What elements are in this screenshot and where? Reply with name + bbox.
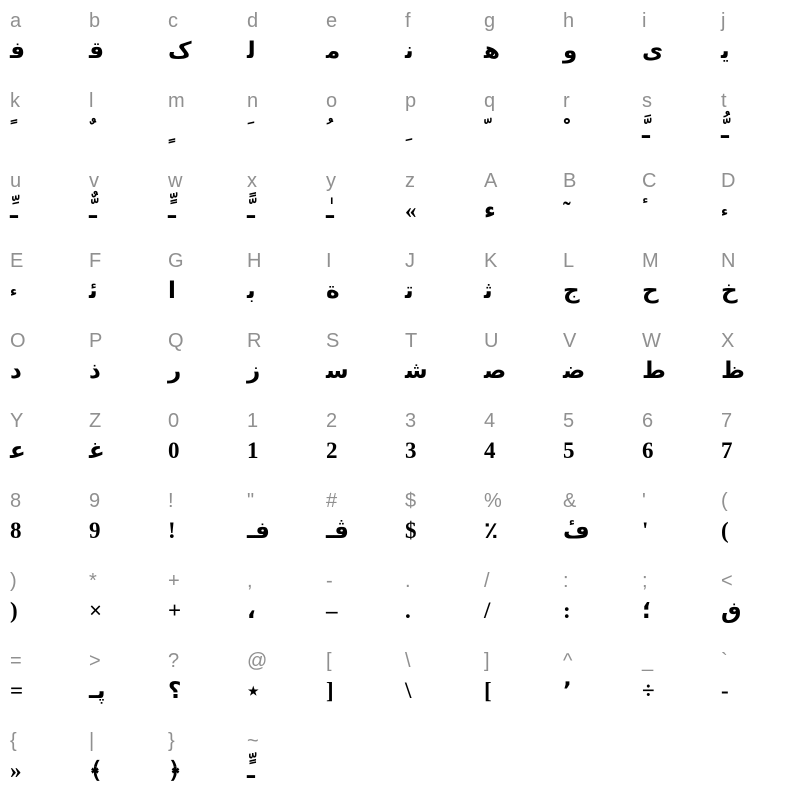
font-glyph: 3: [405, 438, 417, 463]
char-cell-D: [721, 168, 800, 248]
ascii-key-label: :: [563, 570, 569, 592]
font-glyph: ﹺ: [405, 118, 413, 143]
ascii-key-label: J: [405, 250, 415, 272]
char-cell-%: [484, 488, 563, 568]
char-cell-P: [89, 328, 168, 408]
char-cell-$: [405, 488, 484, 568]
ascii-key-label: d: [247, 10, 259, 32]
char-cell-d: [247, 8, 326, 88]
ascii-key-label: 9: [89, 490, 101, 512]
ascii-key-label: $: [405, 490, 417, 512]
char-cell-": [247, 488, 326, 568]
ascii-key-label: o: [326, 90, 338, 112]
font-glyph: ک: [168, 38, 192, 63]
char-cell-f: [405, 8, 484, 88]
char-cell-B: [563, 168, 642, 248]
char-cell-i: [642, 8, 721, 88]
char-cell-s: [642, 88, 721, 168]
ascii-key-label: N: [721, 250, 736, 272]
ascii-key-label: 5: [563, 410, 575, 432]
ascii-key-label: G: [168, 250, 184, 272]
char-cell-6: [642, 408, 721, 488]
font-glyph: ﺻ: [484, 358, 507, 383]
font-glyph: خ: [721, 278, 738, 303]
font-glyph: ﺑ: [247, 278, 256, 303]
char-cell-n: [247, 88, 326, 168]
font-glyph: \: [405, 678, 412, 703]
ascii-key-label: ': [642, 490, 646, 512]
font-glyph: ا: [168, 278, 176, 303]
font-glyph: 2: [326, 438, 338, 463]
char-cell-J: [405, 248, 484, 328]
char-cell-+: [168, 568, 247, 648]
font-glyph: 4: [484, 438, 496, 463]
font-glyph: ى: [642, 38, 664, 63]
ascii-key-label: ^: [563, 650, 573, 672]
ascii-key-label: W: [642, 330, 661, 352]
font-glyph: ط: [642, 358, 666, 383]
font-glyph: ﴾: [89, 758, 103, 783]
font-glyph: ـُّ: [721, 118, 729, 143]
font-glyph: [: [484, 678, 492, 703]
ascii-key-label: L: [563, 250, 575, 272]
font-glyph: =: [10, 678, 24, 703]
char-cell-[: [326, 648, 405, 728]
ascii-key-label: <: [721, 570, 733, 592]
ascii-key-label: B: [563, 170, 577, 192]
ascii-key-label: c: [168, 10, 178, 32]
ascii-key-label: ;: [642, 570, 648, 592]
char-cell-q: [484, 88, 563, 168]
font-glyph: ): [10, 598, 18, 623]
ascii-key-label: u: [10, 170, 22, 192]
char-cell-M: [642, 248, 721, 328]
char-cell-Z: [89, 408, 168, 488]
ascii-key-label: r: [563, 90, 570, 112]
font-glyph: ﺿ: [563, 358, 586, 383]
ascii-key-label: 3: [405, 410, 417, 432]
font-glyph: 6: [642, 438, 654, 463]
char-cell-W: [642, 328, 721, 408]
font-glyph: ٬: [563, 678, 572, 703]
font-glyph: ﹸ: [326, 118, 334, 143]
font-glyph: 7: [721, 438, 733, 463]
ascii-key-label: I: [326, 250, 332, 272]
char-cell-{: [10, 728, 89, 808]
char-cell-}: [168, 728, 247, 808]
font-glyph: ج: [563, 278, 580, 303]
font-glyph: ڧ: [721, 598, 742, 623]
ascii-key-label: !: [168, 490, 174, 512]
font-glyph: ء: [721, 205, 729, 220]
ascii-key-label: ,: [247, 570, 253, 592]
font-glyph: ﻳ: [721, 38, 730, 63]
ascii-key-label: 0: [168, 410, 180, 432]
ascii-key-label: 7: [721, 410, 733, 432]
ascii-key-label: &: [563, 490, 577, 512]
ascii-key-label: w: [168, 170, 183, 192]
ascii-key-label: s: [642, 90, 652, 112]
font-glyph: ×: [89, 598, 103, 623]
font-glyph: ﻟ: [247, 38, 256, 63]
ascii-key-label: f: [405, 10, 411, 32]
char-cell--: [326, 568, 405, 648]
font-glyph: ـَّ: [642, 118, 650, 143]
font-glyph: ،: [247, 598, 256, 623]
font-glyph: »: [10, 758, 22, 783]
ascii-key-label: t: [721, 90, 727, 112]
font-glyph: ﹶ: [247, 118, 255, 143]
char-cell-L: [563, 248, 642, 328]
font-glyph: ﻣ: [326, 38, 341, 63]
char-cell-@: [247, 648, 326, 728]
char-cell-4: [484, 408, 563, 488]
ascii-key-label: /: [484, 570, 490, 592]
char-cell-t: [721, 88, 800, 168]
font-glyph: 5: [563, 438, 575, 463]
char-cell-^: [563, 648, 642, 728]
char-cell-b: [89, 8, 168, 88]
font-glyph: ﻋ: [10, 438, 26, 463]
char-cell-*: [89, 568, 168, 648]
font-glyph: –: [326, 598, 338, 623]
font-glyph: «: [405, 198, 417, 223]
char-cell-u: [10, 168, 89, 248]
font-glyph: ح: [642, 278, 659, 303]
ascii-key-label: a: [10, 10, 22, 32]
ascii-key-label: V: [563, 330, 577, 352]
font-glyph: 1: [247, 438, 259, 463]
char-cell-3: [405, 408, 484, 488]
font-glyph: +: [168, 598, 182, 623]
ascii-key-label: ~: [247, 730, 259, 752]
font-glyph: $: [405, 518, 417, 543]
ascii-key-label: h: [563, 10, 575, 32]
char-cell-C: [642, 168, 721, 248]
ascii-key-label: b: [89, 10, 101, 32]
ascii-key-label: q: [484, 90, 496, 112]
ascii-key-label: y: [326, 170, 336, 192]
char-cell-': [642, 488, 721, 568]
font-glyph: ﻧ: [405, 38, 414, 63]
char-cell-j: [721, 8, 800, 88]
char-cell-|: [89, 728, 168, 808]
ascii-key-label: [: [326, 650, 332, 672]
font-glyph: ـٍّ: [247, 758, 255, 783]
font-glyph: ﻫ: [484, 38, 500, 63]
ascii-key-label: |: [89, 730, 95, 752]
font-glyph: ـٌّ: [89, 198, 97, 223]
font-glyph: ﹰ: [10, 118, 18, 143]
ascii-key-label: X: [721, 330, 735, 352]
char-cell-h: [563, 8, 642, 88]
ascii-key-label: \: [405, 650, 411, 672]
font-glyph: ـِّ: [10, 198, 18, 223]
ascii-key-label: {: [10, 730, 17, 752]
font-glyph: ﺳ: [326, 358, 349, 383]
font-glyph: ÷: [642, 678, 655, 703]
char-cell-Y: [10, 408, 89, 488]
ascii-key-label: -: [326, 570, 333, 592]
ascii-key-label: F: [89, 250, 102, 272]
ascii-key-label: .: [405, 570, 411, 592]
char-cell-g: [484, 8, 563, 88]
char-cell-N: [721, 248, 800, 328]
ascii-key-label: E: [10, 250, 24, 272]
char-cell-a: [10, 8, 89, 88]
ascii-key-label: Q: [168, 330, 184, 352]
font-glyph: ﺋ: [89, 278, 98, 303]
ascii-key-label: Y: [10, 410, 24, 432]
font-glyph: -: [721, 678, 729, 703]
font-glyph: ء: [10, 285, 18, 300]
char-cell-T: [405, 328, 484, 408]
font-glyph: ؛: [642, 598, 652, 623]
ascii-key-label: #: [326, 490, 338, 512]
char-cell-.: [405, 568, 484, 648]
char-cell-G: [168, 248, 247, 328]
char-cell-p: [405, 88, 484, 168]
char-cell-Q: [168, 328, 247, 408]
char-cell-l: [89, 88, 168, 168]
char-cell-K: [484, 248, 563, 328]
font-glyph: .: [405, 598, 411, 623]
char-cell-<: [721, 568, 800, 648]
char-cell-7: [721, 408, 800, 488]
char-cell-?: [168, 648, 247, 728]
ascii-key-label: A: [484, 170, 498, 192]
char-cell-A: [484, 168, 563, 248]
ascii-key-label: T: [405, 330, 418, 352]
ascii-key-label: 2: [326, 410, 338, 432]
ascii-key-label: ": [247, 490, 255, 512]
char-cell-;: [642, 568, 721, 648]
char-cell-~: [247, 728, 326, 808]
char-cell-e: [326, 8, 405, 88]
ascii-key-label: O: [10, 330, 26, 352]
char-cell-m: [168, 88, 247, 168]
font-glyph: ': [642, 518, 649, 543]
font-glyph: ﺛ: [484, 278, 493, 303]
char-cell-`: [721, 648, 800, 728]
char-cell-9: [89, 488, 168, 568]
ascii-key-label: ?: [168, 650, 180, 672]
font-glyph: ﹲ: [89, 118, 97, 143]
font-glyph: ٴ: [642, 198, 649, 223]
char-cell-w: [168, 168, 247, 248]
font-glyph: ﺷ: [405, 358, 428, 383]
char-cell-X: [721, 328, 800, 408]
ascii-key-label: `: [721, 650, 728, 672]
font-glyph: ؟: [168, 678, 182, 703]
font-glyph: ڡٔ: [563, 518, 590, 543]
font-glyph: ﻏ: [89, 438, 105, 463]
ascii-key-label: n: [247, 90, 259, 112]
font-glyph: ﻓ: [10, 38, 26, 63]
font-glyph: ر: [168, 358, 182, 383]
font-glyph: ز: [247, 358, 261, 383]
char-cell-y: [326, 168, 405, 248]
font-glyph: 0: [168, 438, 180, 463]
ascii-key-label: 4: [484, 410, 496, 432]
font-glyph: ـٰ: [326, 198, 334, 223]
font-glyph: (: [721, 518, 729, 543]
ascii-key-label: i: [642, 10, 647, 32]
char-cell-): [10, 568, 89, 648]
char-cell-V: [563, 328, 642, 408]
char-cell-\: [405, 648, 484, 728]
ascii-key-label: j: [721, 10, 726, 32]
char-cell-S: [326, 328, 405, 408]
font-glyph: !: [168, 518, 176, 543]
ascii-key-label: }: [168, 730, 175, 752]
ascii-key-label: =: [10, 650, 22, 672]
char-cell-(: [721, 488, 800, 568]
font-glyph: ﹼ: [484, 118, 492, 143]
font-glyph: ﹴ: [168, 118, 176, 143]
ascii-key-label: g: [484, 10, 496, 32]
char-cell-/: [484, 568, 563, 648]
font-glyph: ˜: [563, 198, 571, 223]
ascii-key-label: U: [484, 330, 499, 352]
ascii-key-label: >: [89, 650, 101, 672]
ascii-key-label: ): [10, 570, 17, 592]
char-cell-r: [563, 88, 642, 168]
font-glyph: پـ: [89, 678, 106, 703]
ascii-key-label: 6: [642, 410, 654, 432]
ascii-key-label: m: [168, 90, 185, 112]
char-cell-!: [168, 488, 247, 568]
char-cell-8: [10, 488, 89, 568]
char-cell-&: [563, 488, 642, 568]
font-glyph: و: [563, 38, 578, 63]
char-cell-O: [10, 328, 89, 408]
ascii-key-label: P: [89, 330, 103, 352]
ascii-key-label: e: [326, 10, 338, 32]
char-cell-E: [10, 248, 89, 328]
font-glyph: ظ: [721, 358, 745, 383]
font-glyph: ء: [484, 198, 496, 223]
ascii-key-label: C: [642, 170, 657, 192]
font-glyph: ڧـ: [247, 518, 270, 543]
font-glyph: /: [484, 598, 491, 623]
font-glyph: 9: [89, 518, 101, 543]
ascii-key-label: ]: [484, 650, 490, 672]
font-glyph: ﺗ: [405, 278, 414, 303]
char-cell-o: [326, 88, 405, 168]
char-cell-F: [89, 248, 168, 328]
char-cell-I: [326, 248, 405, 328]
ascii-key-label: @: [247, 650, 268, 672]
ascii-key-label: 8: [10, 490, 22, 512]
char-cell-_: [642, 648, 721, 728]
char-cell-z: [405, 168, 484, 248]
char-cell-x: [247, 168, 326, 248]
char-cell-5: [563, 408, 642, 488]
ascii-key-label: *: [89, 570, 97, 592]
ascii-key-label: M: [642, 250, 659, 272]
font-glyph: ة: [326, 278, 340, 303]
char-cell-2: [326, 408, 405, 488]
ascii-key-label: S: [326, 330, 340, 352]
char-cell-c: [168, 8, 247, 88]
char-cell-,: [247, 568, 326, 648]
ascii-key-label: H: [247, 250, 262, 272]
ascii-key-label: x: [247, 170, 257, 192]
char-cell-0: [168, 408, 247, 488]
char-cell-R: [247, 328, 326, 408]
ascii-key-label: %: [484, 490, 502, 512]
ascii-key-label: (: [721, 490, 728, 512]
char-cell-#: [326, 488, 405, 568]
font-glyph: 8: [10, 518, 22, 543]
ascii-key-label: +: [168, 570, 180, 592]
char-cell-U: [484, 328, 563, 408]
ascii-key-label: Z: [89, 410, 102, 432]
ascii-key-label: p: [405, 90, 417, 112]
ascii-key-label: R: [247, 330, 262, 352]
font-glyph: :: [563, 598, 571, 623]
ascii-key-label: 1: [247, 410, 259, 432]
font-glyph: ﴿: [168, 758, 182, 783]
font-glyph: ـٍّ: [168, 198, 176, 223]
char-cell-]: [484, 648, 563, 728]
ascii-key-label: K: [484, 250, 498, 272]
font-glyph: ڨـ: [326, 518, 349, 543]
font-glyph: ـًّ: [247, 198, 255, 223]
ascii-key-label: z: [405, 170, 415, 192]
ascii-key-label: k: [10, 90, 20, 112]
ascii-key-label: D: [721, 170, 736, 192]
font-glyph: ذ: [89, 358, 101, 383]
font-glyph: د: [10, 358, 22, 383]
char-cell-:: [563, 568, 642, 648]
font-glyph: ٭: [247, 678, 260, 703]
font-glyph: ]: [326, 678, 334, 703]
font-glyph: ﹾ: [563, 118, 571, 143]
char-cell-=: [10, 648, 89, 728]
char-cell-k: [10, 88, 89, 168]
char-cell-1: [247, 408, 326, 488]
char-cell->: [89, 648, 168, 728]
ascii-key-label: _: [642, 650, 654, 672]
ascii-key-label: l: [89, 90, 94, 112]
font-glyph: ٪: [484, 518, 499, 543]
char-cell-H: [247, 248, 326, 328]
char-cell-v: [89, 168, 168, 248]
ascii-key-label: v: [89, 170, 99, 192]
font-glyph: ﻗ: [89, 38, 105, 63]
